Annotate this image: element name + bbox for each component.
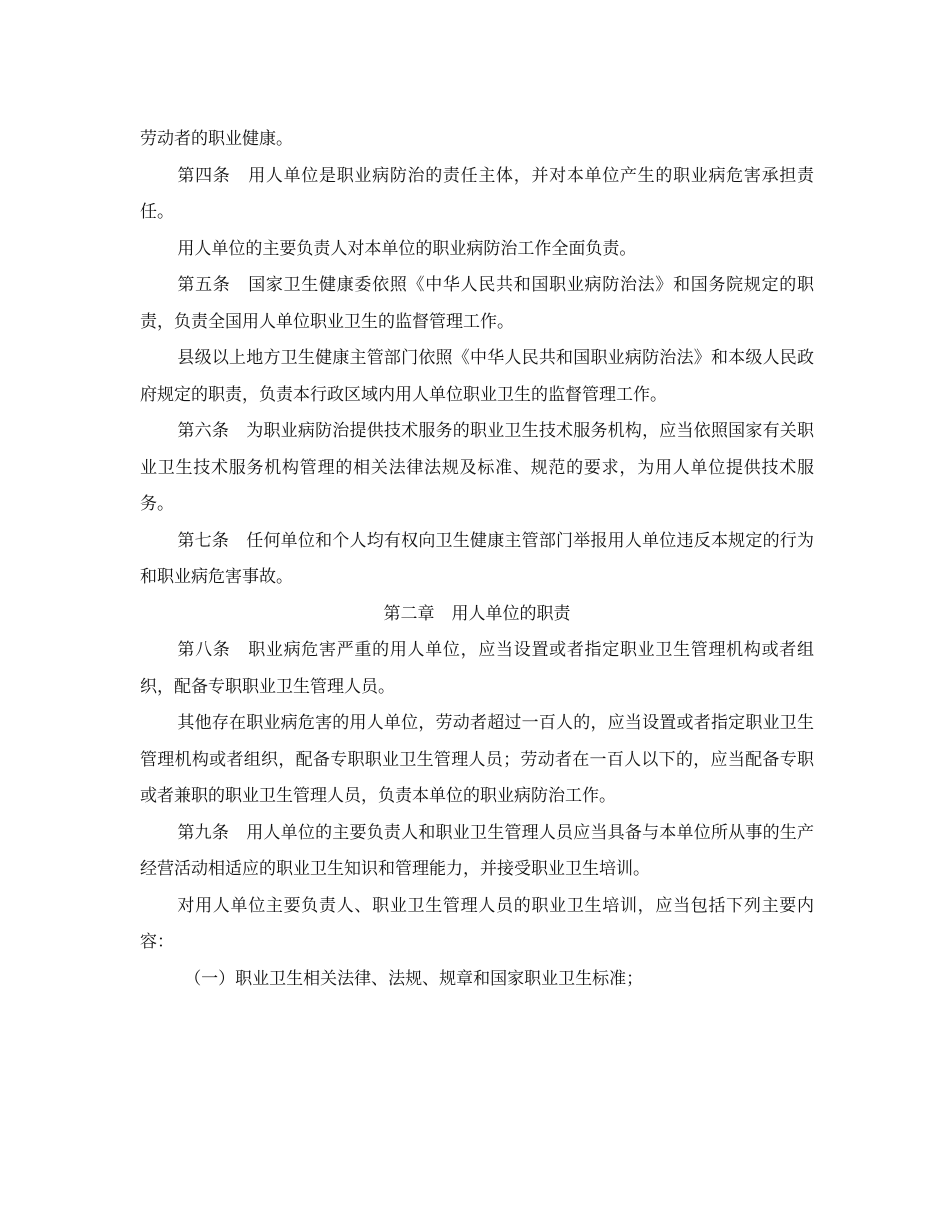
article-8-clause-2: 其他存在职业病危害的用人单位，劳动者超过一百人的，应当设置或者指定职业卫生管理机构或者组织，配备专职职业卫生管理人员；劳动者在一百人以下的，应当配备专职或者兼职的职业卫生管理人员，负责本单位的职业病防治工作。 <box>140 713 814 806</box>
article-5-clause-2: 县级以上地方卫生健康主管部门依照《中华人民共和国职业病防治法》和本级人民政府规定的职责，负责本行政区域内用人单位职业卫生的监督管理工作。 <box>140 348 814 405</box>
article-5: 第五条 国家卫生健康委依照《中华人民共和国职业病防治法》和国务院规定的职责，负责全国用人单位职业卫生的监督管理工作。 <box>140 275 814 332</box>
article-8: 第八条 职业病危害严重的用人单位，应当设置或者指定职业卫生管理机构或者组织，配备专职职业卫生管理人员。 <box>140 640 814 697</box>
article-7: 第七条 任何单位和个人均有权向卫生健康主管部门举报用人单位违反本规定的行为和职业病危害事故。 <box>140 530 814 587</box>
chapter-2-heading: 第二章 用人单位的职责 <box>383 603 571 624</box>
paragraph-continuation: 劳动者的职业健康。 <box>140 129 293 149</box>
document-page <box>140 121 814 997</box>
article-4: 第四条 用人单位是职业病防治的责任主体，并对本单位产生的职业病危害承担责任。 <box>140 165 814 222</box>
article-4-clause-2: 用人单位的主要负责人对本单位的职业病防治工作全面负责。 <box>177 238 637 259</box>
article-9-clause-2: 对用人单位主要负责人、职业卫生管理人员的职业卫生培训，应当包括下列主要内容： <box>140 895 814 952</box>
article-6: 第六条 为职业病防治提供技术服务的职业卫生技术服务机构，应当依照国家有关职业卫生技术服务机构管理的相关法律法规及标准、规范的要求，为用人单位提供技术服务。 <box>140 421 814 514</box>
list-item-1: （一）职业卫生相关法律、法规、规章和国家职业卫生标准； <box>184 968 644 989</box>
article-9: 第九条 用人单位的主要负责人和职业卫生管理人员应当具备与本单位所从事的生产经营活动相适应的职业卫生知识和管理能力，并接受职业卫生培训。 <box>140 822 814 879</box>
